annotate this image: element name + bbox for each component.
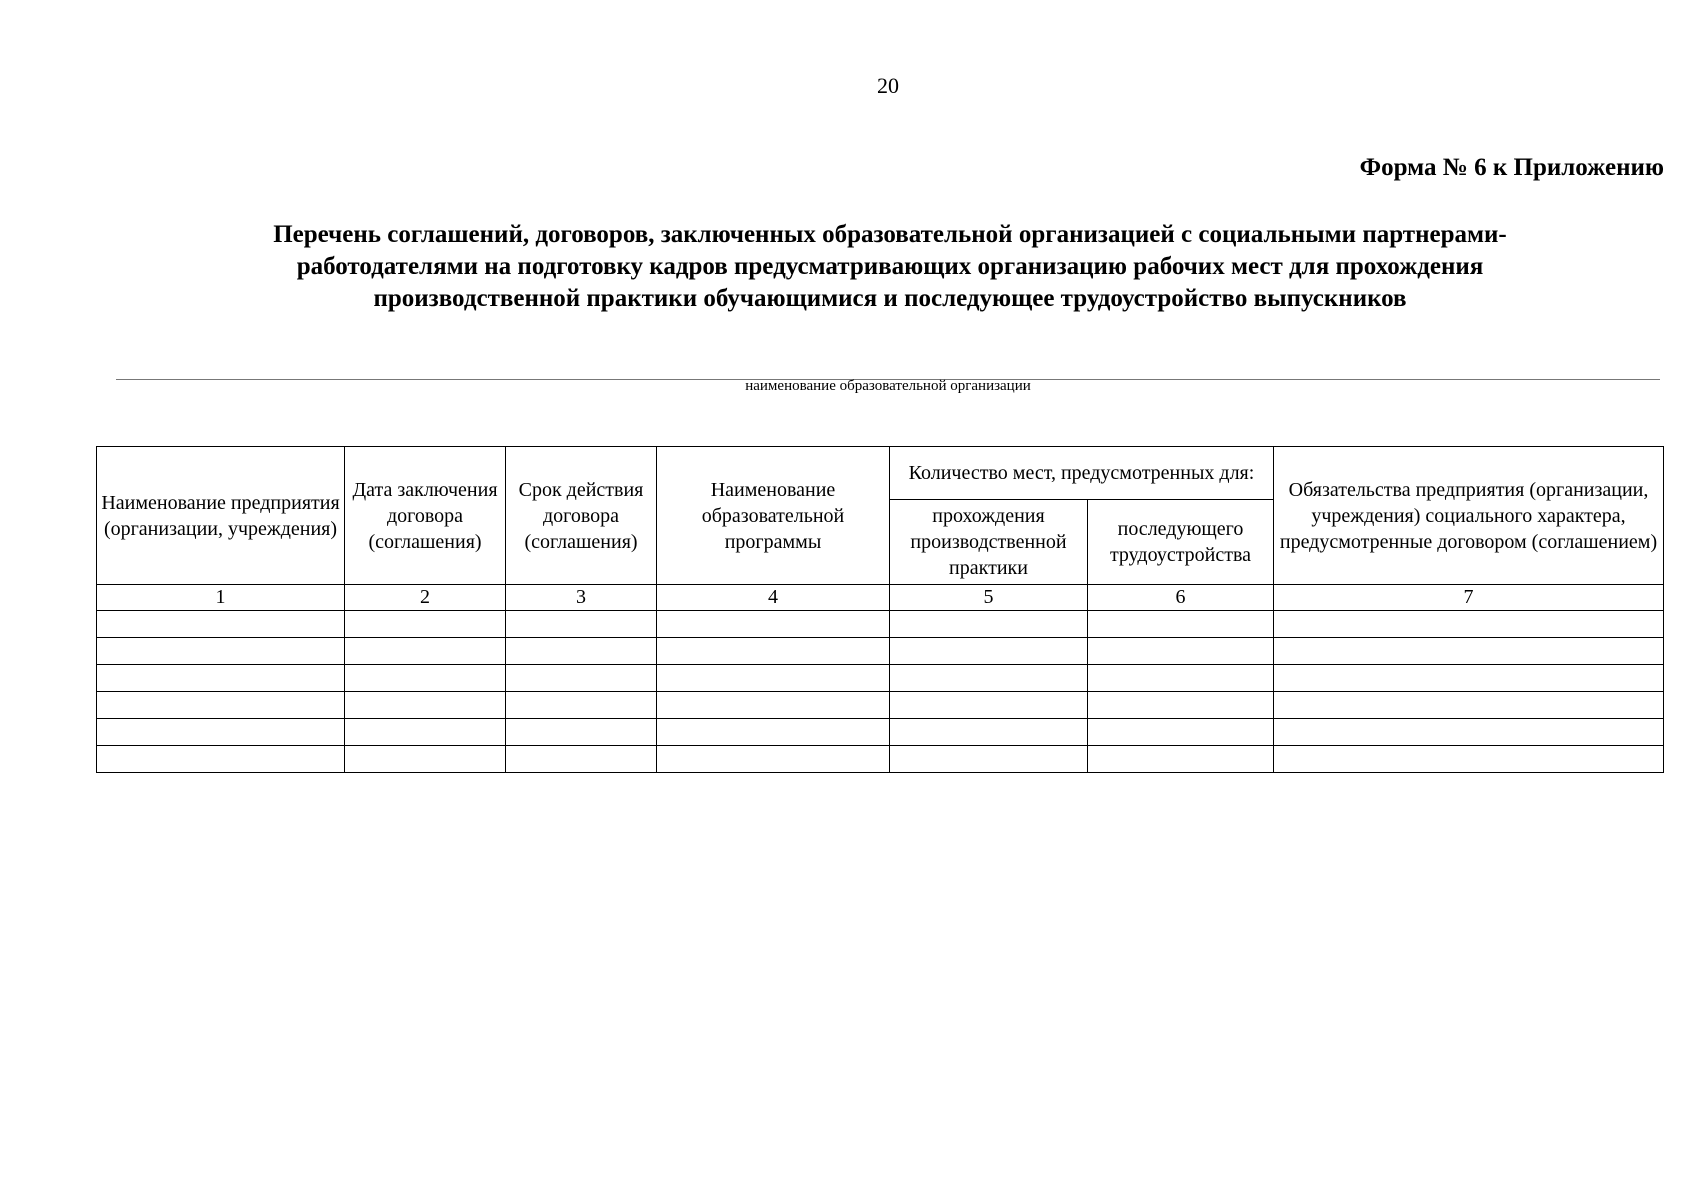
header-places-group: Количество мест, предусмотренных для:: [890, 447, 1274, 500]
table-cell[interactable]: [1088, 638, 1274, 665]
table-cell[interactable]: [506, 746, 657, 773]
header-places-practice: прохождения производственной практики: [890, 500, 1088, 585]
table-cell[interactable]: [1274, 611, 1664, 638]
table-cell[interactable]: [506, 719, 657, 746]
form-label: Форма № 6 к Приложению: [1359, 154, 1664, 181]
table-cell[interactable]: [657, 638, 890, 665]
table-cell[interactable]: [657, 611, 890, 638]
table-cell[interactable]: [345, 746, 506, 773]
table-row: [97, 719, 1664, 746]
table-cell[interactable]: [97, 746, 345, 773]
table-cell[interactable]: [657, 665, 890, 692]
table-cell[interactable]: [890, 719, 1088, 746]
column-number: 4: [657, 585, 890, 611]
table-cell[interactable]: [1274, 638, 1664, 665]
title-line-1: Перечень соглашений, договоров, заключенных образовательной организацией с социальными партнерами-: [273, 221, 1507, 248]
title-line-3: производственной практики обучающимися и последующее трудоустройство выпускников: [373, 285, 1407, 312]
table-cell[interactable]: [1088, 611, 1274, 638]
header-places-employment: последующего трудоустройства: [1088, 500, 1274, 585]
table-cell[interactable]: [506, 638, 657, 665]
organization-name-caption: наименование образовательной организации: [745, 378, 1031, 394]
table-cell[interactable]: [890, 611, 1088, 638]
table-cell[interactable]: [97, 719, 345, 746]
table-cell[interactable]: [97, 638, 345, 665]
table-cell[interactable]: [345, 692, 506, 719]
header-contract-term: Срок действия договора (соглашения): [506, 447, 657, 585]
table-cell[interactable]: [1274, 746, 1664, 773]
column-number: 3: [506, 585, 657, 611]
document-title: [120, 219, 1660, 315]
header-enterprise: Наименование предприятия (организации, учреждения): [97, 447, 345, 585]
table-cell[interactable]: [1088, 746, 1274, 773]
table-cell[interactable]: [345, 611, 506, 638]
table-row: [97, 746, 1664, 773]
table-cell[interactable]: [890, 665, 1088, 692]
column-number: 6: [1088, 585, 1274, 611]
table-cell[interactable]: [1274, 719, 1664, 746]
table-cell[interactable]: [97, 611, 345, 638]
page-number: 20: [877, 73, 899, 98]
column-number-row: [97, 585, 1664, 611]
table-cell[interactable]: [345, 638, 506, 665]
header-contract-date: Дата заключения договора (соглашения): [345, 447, 506, 585]
table-row: [97, 611, 1664, 638]
table-cell[interactable]: [97, 692, 345, 719]
table-cell[interactable]: [657, 746, 890, 773]
table-cell[interactable]: [657, 692, 890, 719]
table-cell[interactable]: [506, 692, 657, 719]
table-row: [97, 665, 1664, 692]
table-cell[interactable]: [1088, 692, 1274, 719]
table-cell[interactable]: [1274, 692, 1664, 719]
table-row: [97, 692, 1664, 719]
column-number: 5: [890, 585, 1088, 611]
table-cell[interactable]: [345, 719, 506, 746]
table-cell[interactable]: [97, 665, 345, 692]
table-cell[interactable]: [506, 611, 657, 638]
column-number: 2: [345, 585, 506, 611]
table-body: [97, 585, 1664, 773]
agreements-table: [96, 446, 1664, 773]
table-cell[interactable]: [1088, 719, 1274, 746]
column-number: 1: [97, 585, 345, 611]
table-cell[interactable]: [506, 665, 657, 692]
title-line-2: работодателями на подготовку кадров предусматривающих организацию рабочих мест для прохождения: [296, 253, 1484, 280]
table-cell[interactable]: [890, 638, 1088, 665]
table-cell[interactable]: [1274, 665, 1664, 692]
table-cell[interactable]: [1088, 665, 1274, 692]
table-cell[interactable]: [345, 665, 506, 692]
table-cell[interactable]: [657, 719, 890, 746]
table-row: [97, 638, 1664, 665]
table-cell[interactable]: [890, 692, 1088, 719]
header-program: Наименование образовательной программы: [657, 447, 890, 585]
header-obligations: Обязательства предприятия (организации, учреждения) социального характера, предусмотренные договором (соглашением): [1274, 447, 1664, 585]
table-cell[interactable]: [890, 746, 1088, 773]
column-number: 7: [1274, 585, 1664, 611]
